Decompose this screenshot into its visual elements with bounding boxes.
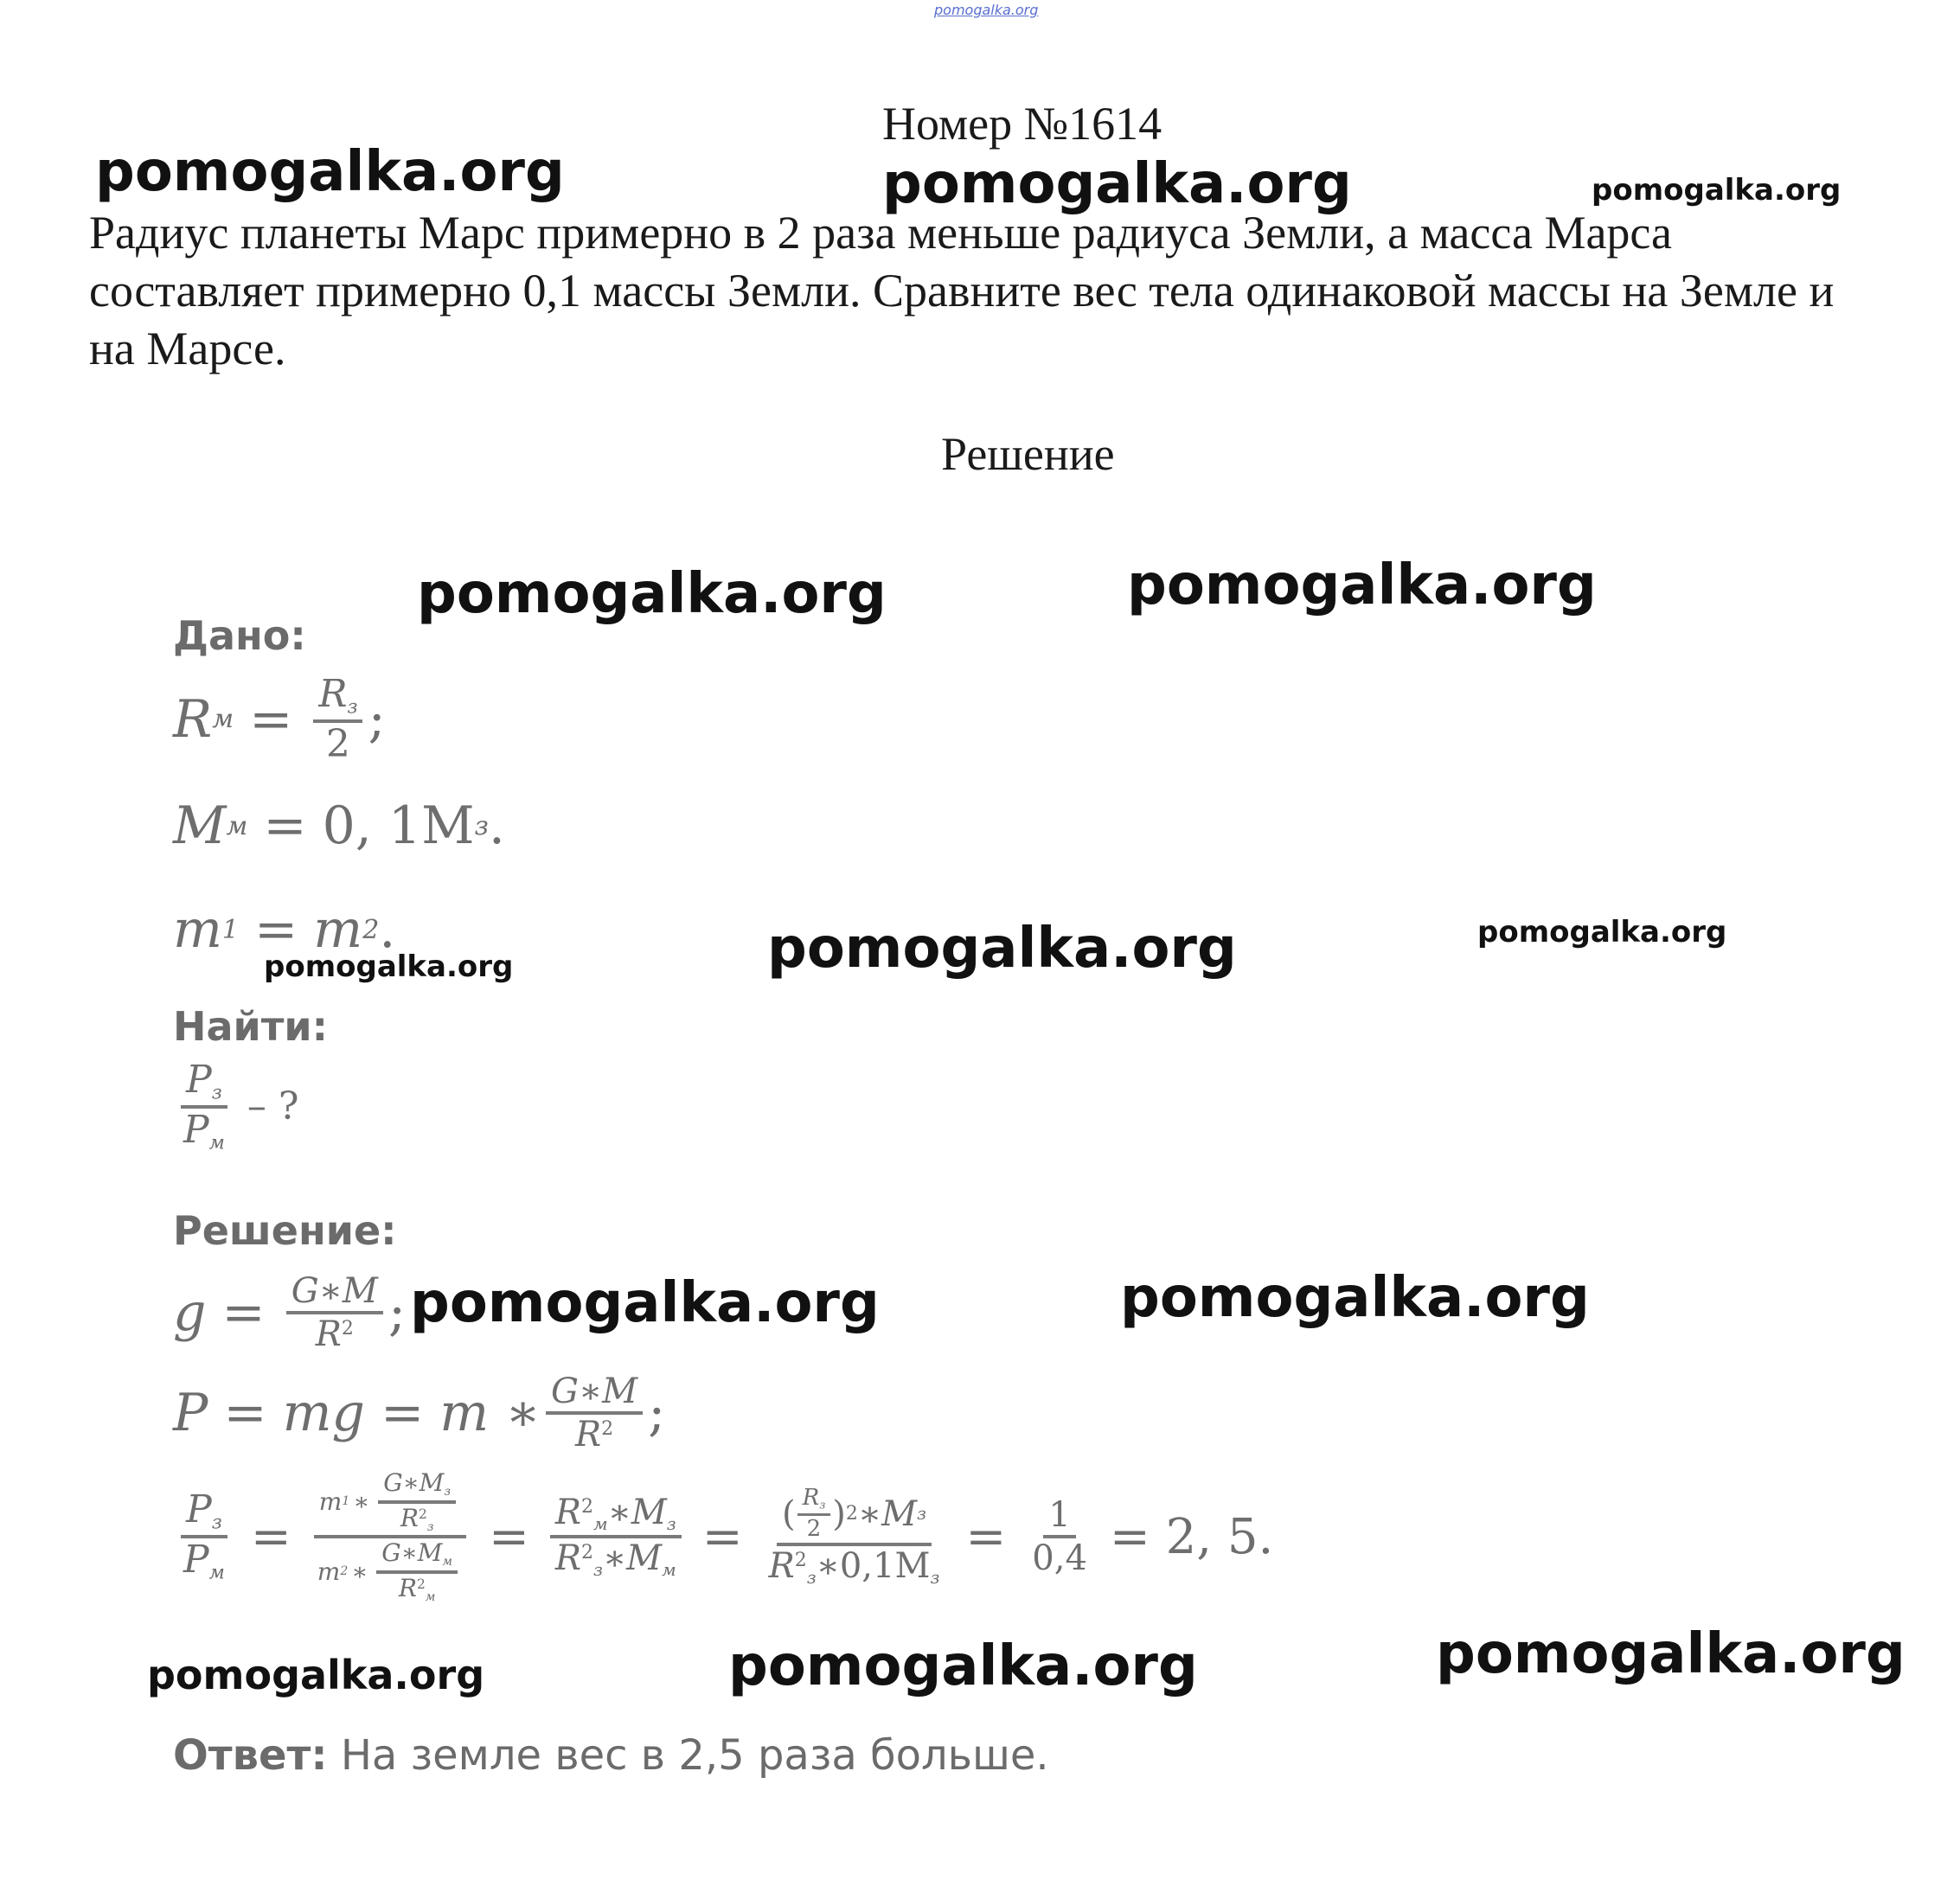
ratio-fourth-fraction: ( $\frac{R_з}{2}$ ) 2 ∗M з $R^2_з∗0,1M_з$	[768, 1484, 940, 1589]
ratio-compound-fraction: m 1 ∗ $\frac{G∗M_з}{R^2_з}$ m 2 ∗ $\frac{G∗M_м}{R^2_м}$	[312, 1470, 468, 1603]
watermark: pomogalka.org	[1120, 1266, 1590, 1330]
answer	[173, 1731, 1049, 1780]
watermark: pomogalka.org	[1127, 553, 1597, 617]
ratio-fifth-fraction: $\frac{1}{0,4}$	[1032, 1495, 1087, 1579]
solution-heading: Решение	[941, 428, 1115, 480]
page-title: Номер №1614	[882, 98, 1163, 150]
find-expression: $\frac{P_з}{P_м}$ – ?	[173, 1060, 298, 1154]
ratio-third-fraction: $\frac{R^2_м∗M_з}{R^2_з∗M_м}$	[550, 1494, 682, 1579]
watermark-top: pomogalka.org	[934, 2, 1039, 18]
watermark: pomogalka.org	[728, 1634, 1198, 1698]
watermark: pomogalka.org	[410, 1271, 880, 1335]
watermark: pomogalka.org	[264, 950, 514, 984]
given-equation-bodies: m 1 = m 2 .	[173, 899, 396, 960]
ratio-equation: $\frac{P_з}{P_м}$ = m 1 ∗ $\frac{G∗M_з}{R^2_з}$ m 2 ∗ $\frac{G∗M_м}{R^2_м}$ = $\frac{R^2_м∗M_з}{R^2_з∗M_м}$ = ( $\frac{R_з}{2}$ ) 2 ∗M з $R^2_з∗0,1M_з$ = $\frac{1}{0,4}$ = 2, 5.	[173, 1470, 1273, 1603]
given-equation-radius: R м = $\frac{R_з}{2}$ ;	[173, 672, 386, 766]
problem-text: Радиус планеты Марс примерно в 2 раза меньше радиуса Земли, а масса Марса составляет примерно 0,1 массы Земли. Сравните вес тела одинаковой массы на Земле и на Марсе.	[89, 207, 1835, 374]
gravity-formula: g = $\frac{G∗M}{R^2}$ ;	[173, 1271, 407, 1354]
watermark: pomogalka.org	[417, 562, 887, 626]
watermark: pomogalka.org	[1592, 173, 1842, 208]
watermark: pomogalka.org	[1436, 1622, 1906, 1686]
watermark: pomogalka.org	[767, 917, 1237, 981]
ratio-lhs: $\frac{P_з}{P_м}$	[178, 1490, 230, 1583]
answer-text: На земле вес в 2,5 раза больше.	[327, 1731, 1049, 1780]
watermark: pomogalka.org	[882, 152, 1352, 216]
watermark: pomogalka.org	[1477, 915, 1727, 950]
watermark: pomogalka.org	[95, 140, 565, 204]
watermark: pomogalka.org	[147, 1652, 485, 1698]
answer-label: Ответ:	[173, 1731, 328, 1780]
find-label: Найти:	[173, 1003, 329, 1050]
given-label: Дано:	[173, 612, 306, 659]
weight-formula: P = mg = m ∗ $\frac{G∗M}{R^2}$ ;	[173, 1372, 666, 1455]
given-equation-mass: M м = 0, 1M з .	[173, 796, 505, 856]
solution-label: Решение:	[173, 1207, 397, 1254]
